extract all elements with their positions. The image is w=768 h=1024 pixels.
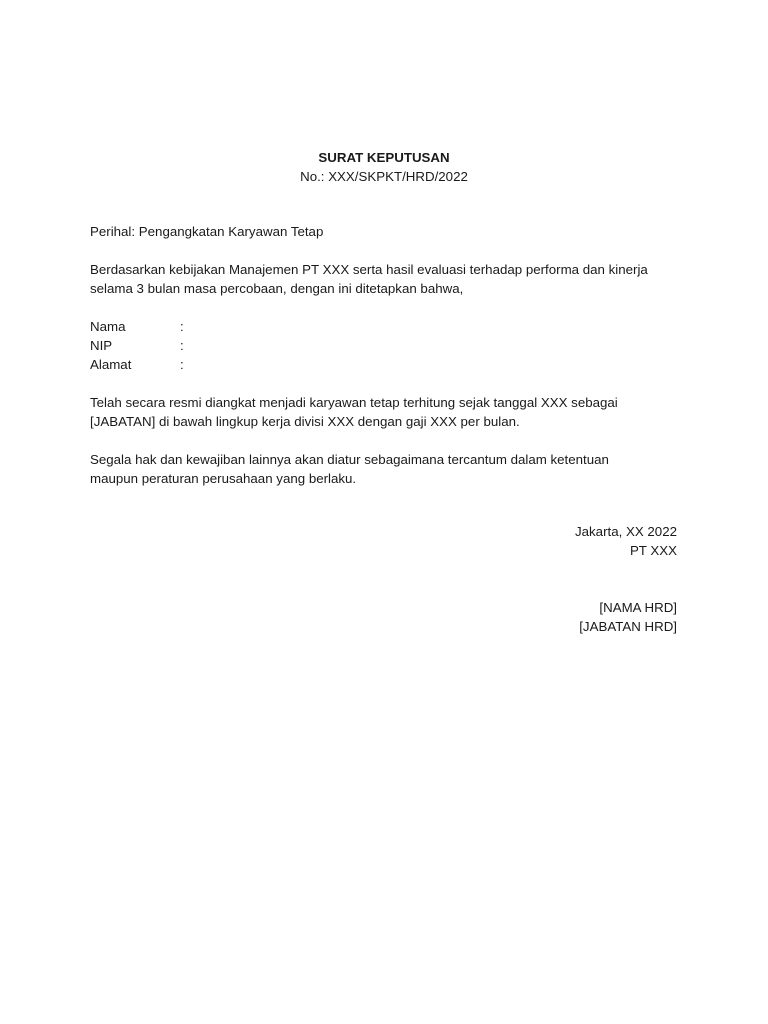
appointment-paragraph-line: Telah secara resmi diangkat menjadi karyawan tetap terhitung sejak tanggal XXX sebagai bbox=[90, 395, 618, 410]
employee-fields bbox=[90, 317, 678, 374]
closing-paragraph-line: Segala hak dan kewajiban lainnya akan diatur sebagaimana tercantum dalam ketentuan bbox=[90, 452, 609, 467]
appointment-paragraph-line: [JABATAN] di bawah lingkup kerja divisi XXX dengan gaji XXX per bulan. bbox=[90, 414, 520, 429]
signer-name: [NAMA HRD] bbox=[599, 600, 677, 615]
field-separator: : bbox=[180, 319, 184, 334]
field-label: Nama bbox=[90, 319, 126, 334]
signature-space bbox=[575, 560, 677, 598]
field-separator: : bbox=[180, 357, 184, 372]
field-label: NIP bbox=[90, 338, 113, 353]
opening-paragraph-line: selama 3 bulan masa percobaan, dengan ini ditetapkan bahwa, bbox=[90, 281, 464, 296]
letter-title: SURAT KEPUTUSAN bbox=[318, 150, 450, 165]
field-row-nama bbox=[90, 317, 678, 336]
subject-line: Perihal: Pengangkatan Karyawan Tetap bbox=[90, 224, 324, 239]
place-date: Jakarta, XX 2022 bbox=[574, 524, 677, 539]
appointment-paragraph bbox=[90, 393, 678, 431]
company-name: PT XXX bbox=[629, 543, 677, 558]
closing-paragraph bbox=[90, 450, 678, 488]
opening-paragraph-line: Berdasarkan kebijakan Manajemen PT XXX serta hasil evaluasi terhadap performa dan kinerja bbox=[90, 262, 648, 277]
letter-number: No.: XXX/SKPKT/HRD/2022 bbox=[300, 169, 468, 184]
field-row-alamat bbox=[90, 355, 678, 374]
field-row-nip bbox=[90, 336, 678, 355]
opening-paragraph bbox=[90, 260, 678, 298]
signer-position: [JABATAN HRD] bbox=[579, 619, 677, 634]
letter-body bbox=[90, 222, 678, 488]
signature-block bbox=[575, 522, 677, 636]
field-separator: : bbox=[180, 338, 184, 353]
letter-header bbox=[0, 148, 768, 186]
field-label: Alamat bbox=[90, 357, 132, 372]
closing-paragraph-line: maupun peraturan perusahaan yang berlaku. bbox=[90, 471, 357, 486]
